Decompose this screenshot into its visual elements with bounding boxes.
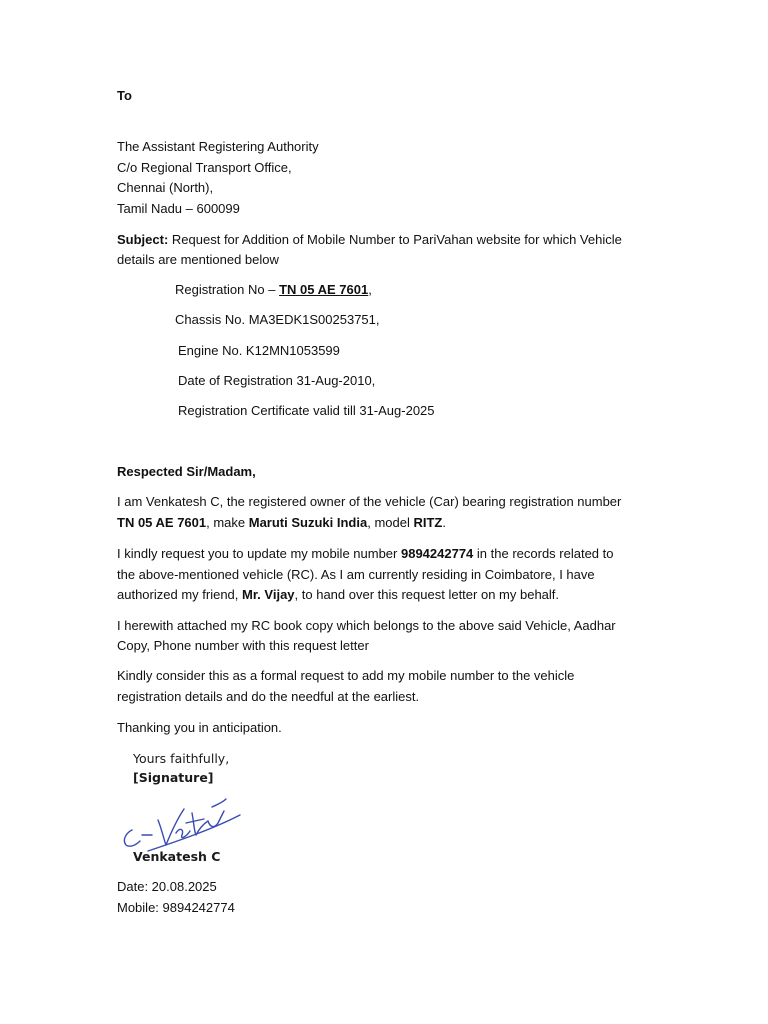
- paragraph1-line2: [117, 513, 446, 533]
- paragraph2-prefix: I kindly request you to update my mobile number: [117, 546, 401, 561]
- paragraph1-end: .: [442, 515, 446, 530]
- model-prefix: , model: [367, 515, 414, 530]
- signature-label: [Signature]: [133, 770, 214, 785]
- salutation: Respected Sir/Madam,: [117, 464, 256, 479]
- address-line-2: C/o Regional Transport Office,: [117, 160, 292, 175]
- paragraph2-line3-suffix: , to hand over this request letter on my behalf.: [294, 587, 560, 602]
- paragraph3-line2: Copy, Phone number with this request letter: [117, 638, 369, 653]
- date-of-registration: Date of Registration 31-Aug-2010,: [178, 373, 376, 388]
- paragraph2-suffix: in the records related to: [473, 546, 614, 561]
- to-label: To: [117, 88, 132, 103]
- subject-text-1: Request for Addition of Mobile Number to PariVahan website for which Vehicle: [168, 232, 622, 247]
- engine-no: Engine No. K12MN1053599: [178, 343, 340, 358]
- friend-name: Mr. Vijay: [242, 587, 295, 602]
- address-line-1: The Assistant Registering Authority: [117, 139, 319, 154]
- signer-name: Venkatesh C: [133, 849, 221, 864]
- paragraph1-reg-no: TN 05 AE 7601: [117, 515, 207, 530]
- vehicle-make: Maruti Suzuki India: [248, 515, 368, 530]
- paragraph2-line2: the above-mentioned vehicle (RC). As I am currently residing in Coimbatore, I have: [117, 567, 595, 582]
- footer-mobile: Mobile: 9894242774: [117, 900, 235, 915]
- paragraph4-line1: Kindly consider this as a formal request to add my mobile number to the vehicle: [117, 668, 575, 683]
- paragraph2-line3-prefix: authorized my friend,: [117, 587, 243, 602]
- subject-line-2: details are mentioned below: [117, 252, 279, 267]
- address-line-4: Tamil Nadu – 600099: [117, 201, 240, 216]
- subject-line-1: [117, 230, 622, 250]
- address-line-3: Chennai (North),: [117, 180, 214, 195]
- paragraph4-line2: registration details and do the needful at the earliest.: [117, 689, 420, 704]
- paragraph1-line1: I am Venkatesh C, the registered owner of the vehicle (Car) bearing registration number: [117, 494, 622, 509]
- rc-validity: Registration Certificate valid till 31-Aug-2025: [178, 403, 435, 418]
- paragraph2-line1: [117, 544, 614, 564]
- mobile-number: 9894242774: [400, 546, 474, 561]
- handwritten-signature: [118, 785, 243, 855]
- chassis-no: Chassis No. MA3EDK1S00253751,: [175, 312, 380, 327]
- registration-no-line: [175, 280, 372, 300]
- make-prefix: , make: [206, 515, 249, 530]
- registration-prefix: Registration No –: [175, 282, 280, 297]
- paragraph2-line3: [117, 585, 559, 605]
- yours-faithfully: Yours faithfully,: [133, 751, 230, 766]
- registration-suffix: ,: [368, 282, 372, 297]
- closing-line: Thanking you in anticipation.: [117, 720, 282, 735]
- vehicle-model: RITZ: [413, 515, 443, 530]
- footer-date: Date: 20.08.2025: [117, 879, 217, 894]
- paragraph3-line1: I herewith attached my RC book copy which belongs to the above said Vehicle, Aadhar: [117, 618, 616, 633]
- registration-number: TN 05 AE 7601: [279, 282, 369, 297]
- subject-label: Subject:: [117, 232, 169, 247]
